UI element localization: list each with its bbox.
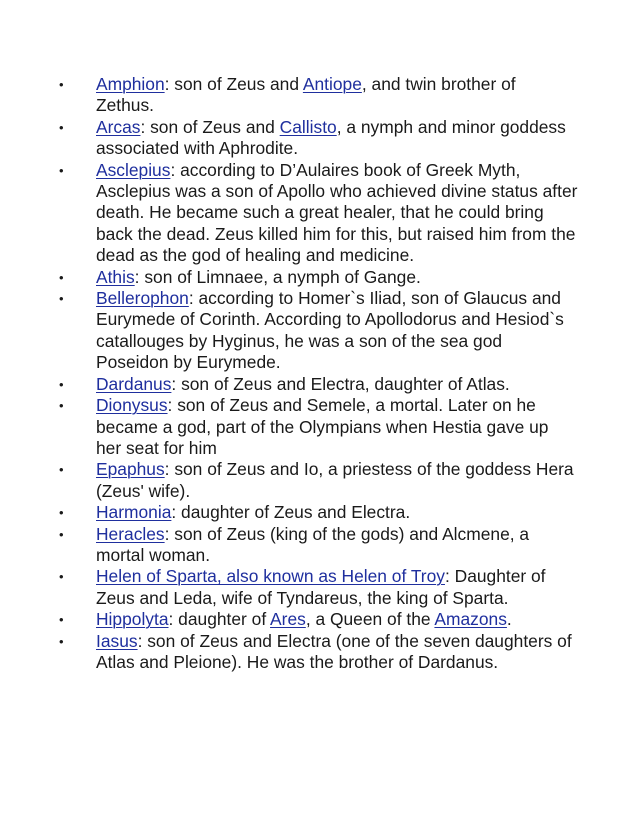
list-item: [58, 74, 578, 117]
bullet-icon: •: [59, 569, 64, 585]
entry-text: : son of Limnaee, a nymph of Gange.: [134, 266, 421, 287]
list-item: [58, 288, 578, 374]
entry-link[interactable]: Hippolyta: [96, 609, 169, 630]
list-item: [58, 524, 578, 567]
entry-text: , a Queen of the: [305, 609, 435, 630]
entry-text: .: [506, 609, 512, 630]
entry-text: : son of Zeus and: [164, 74, 303, 94]
entry-text: , a nymph and minor goddess associated with Aphrodite.: [96, 116, 566, 159]
entry-link[interactable]: Amazons: [434, 609, 507, 630]
bullet-icon: •: [59, 162, 64, 178]
entry-link[interactable]: Heracles: [96, 523, 165, 544]
list-item: [58, 631, 578, 674]
list-item: [58, 267, 578, 288]
entry-link[interactable]: Arcas: [96, 116, 141, 137]
entry-link[interactable]: Callisto: [279, 116, 337, 137]
list-item: [58, 459, 578, 502]
entry-link[interactable]: Iasus: [96, 630, 138, 651]
bullet-icon: •: [59, 505, 64, 521]
bullet-icon: •: [59, 398, 64, 414]
bullet-icon: •: [59, 462, 64, 478]
list-item: [58, 502, 578, 523]
list-item: [58, 117, 578, 160]
bullet-icon: •: [59, 119, 64, 135]
bullet-icon: •: [59, 376, 64, 392]
entry-link[interactable]: Antiope: [302, 74, 362, 94]
entry-text: : son of Zeus and Io, a priestess of the goddess Hera (Zeus' wife).: [96, 459, 574, 501]
bullet-icon: •: [59, 612, 64, 628]
entry-text: : son of Zeus and: [140, 116, 280, 137]
entry-link[interactable]: Harmonia: [96, 502, 172, 523]
list-item: [58, 395, 578, 459]
entry-text: : son of Zeus (king of the gods) and Alcmene, a mortal woman.: [96, 523, 530, 565]
entry-link[interactable]: Dardanus: [96, 373, 172, 394]
entry-text: : according to Homer`s Iliad, son of Glaucus and Eurymede of Corinth. According to Apollodorus and Hesiod`s catallouges by Hyginus, he was a son of the sea god Poseidon by Eurymede.: [96, 288, 564, 373]
entry-link[interactable]: Asclepius: [96, 159, 171, 180]
entry-link[interactable]: Helen of Sparta, also known as Helen of Troy: [96, 566, 445, 587]
bullet-icon: •: [59, 269, 64, 285]
entry-text: , and twin brother of Zethus.: [96, 74, 516, 116]
entry-text: : daughter of Zeus and Electra.: [171, 502, 411, 523]
entry-link[interactable]: Athis: [96, 266, 135, 287]
list-item: [58, 566, 578, 609]
entry-text: : according to D’Aulaires book of Greek Myth, Asclepius was a son of Apollo who achieved divine status after death. He became such a great healer, that he could bring back the dead. Zeus killed him for this, but raised him from the dead as the god of healing and medicine.: [96, 159, 578, 266]
entry-link[interactable]: Amphion: [96, 74, 165, 94]
bullet-icon: •: [59, 526, 64, 542]
entry-text: : son of Zeus and Electra (one of the seven daughters of Atlas and Pleione). He was the brother of Dardanus.: [96, 630, 572, 672]
list-item: [58, 609, 578, 630]
bullet-icon: •: [59, 77, 64, 92]
entry-text: : son of Zeus and Semele, a mortal. Later on he became a god, part of the Olympians when Hestia gave up her seat for him: [96, 395, 549, 458]
entry-list: [58, 74, 578, 673]
entry-text: : Daughter of Zeus and Leda, wife of Tyndareus, the king of Sparta.: [96, 566, 546, 608]
bullet-icon: •: [59, 633, 64, 649]
entry-text: : daughter of: [168, 609, 271, 630]
entry-link[interactable]: Dionysus: [96, 395, 168, 416]
list-item: [58, 374, 578, 395]
bullet-icon: •: [59, 291, 64, 307]
list-item: [58, 160, 578, 267]
entry-text: : son of Zeus and Electra, daughter of Atlas.: [171, 373, 510, 394]
entry-link[interactable]: Epaphus: [96, 459, 165, 480]
entry-link[interactable]: Ares: [270, 609, 306, 630]
entry-link[interactable]: Bellerophon: [96, 288, 189, 309]
